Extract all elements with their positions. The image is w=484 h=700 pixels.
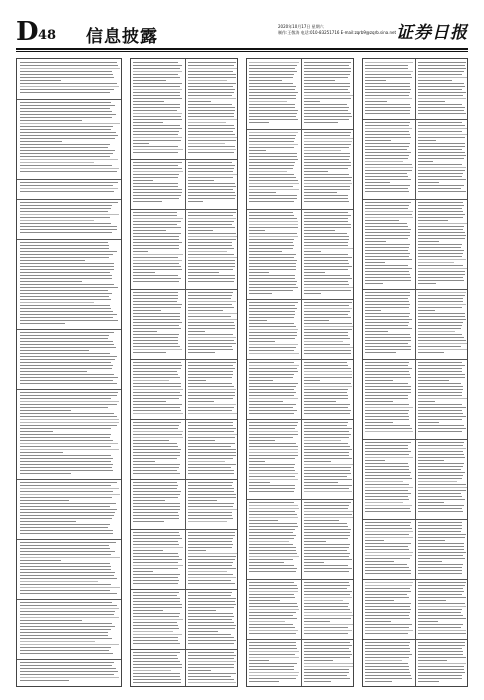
text-block <box>188 422 237 476</box>
text-block <box>188 592 237 646</box>
table-rule <box>363 639 467 640</box>
text-block <box>249 582 299 636</box>
text-block <box>304 502 353 574</box>
table-rule <box>131 289 237 290</box>
column-1 <box>16 58 122 687</box>
table-rule <box>247 579 353 580</box>
text-block <box>20 242 120 326</box>
text-block <box>133 62 183 155</box>
text-block <box>188 212 237 284</box>
column-2 <box>130 58 238 687</box>
table-rule <box>247 359 353 360</box>
text-block <box>20 182 120 194</box>
table-rule <box>247 639 353 640</box>
text-block <box>418 362 467 434</box>
text-block <box>249 212 299 296</box>
text-block <box>133 292 183 355</box>
table-rule <box>247 499 353 500</box>
table-rule <box>17 389 121 390</box>
table-rule <box>17 199 121 200</box>
table-rule <box>363 359 467 360</box>
page-body <box>16 58 468 687</box>
text-block <box>365 642 413 684</box>
text-block <box>188 362 237 416</box>
text-block <box>418 122 467 194</box>
table-rule <box>17 479 121 480</box>
table-rule <box>17 179 121 180</box>
text-block <box>20 602 120 656</box>
text-block <box>20 202 120 235</box>
text-block <box>418 522 467 576</box>
text-block <box>365 582 413 636</box>
text-block <box>133 162 183 204</box>
text-block <box>304 422 353 494</box>
text-block <box>249 642 299 684</box>
table-rule <box>17 239 121 240</box>
newspaper-logo: 证券日报 <box>396 23 468 43</box>
text-block <box>418 292 467 355</box>
table-rule <box>363 199 467 200</box>
date-line: 2020年10月17日 星期六 <box>278 24 324 29</box>
text-block <box>249 362 299 416</box>
table-rule <box>131 159 237 160</box>
text-block <box>304 642 353 684</box>
text-block <box>133 532 183 586</box>
table-rule <box>247 129 353 130</box>
table-rule <box>131 589 237 590</box>
masthead-info <box>278 24 398 36</box>
text-block <box>20 102 120 174</box>
table-divider <box>301 59 302 687</box>
text-block <box>20 332 120 386</box>
text-block <box>304 62 353 125</box>
text-block <box>365 522 413 576</box>
text-block <box>304 582 353 636</box>
text-block <box>133 212 183 284</box>
text-block <box>249 62 299 125</box>
text-block <box>188 482 237 524</box>
table-rule <box>131 209 237 210</box>
table-rule <box>131 359 237 360</box>
text-block <box>365 292 413 355</box>
text-block <box>188 292 237 355</box>
table-rule <box>363 119 467 120</box>
text-block <box>304 362 353 416</box>
column-3 <box>246 58 354 687</box>
masthead <box>16 18 468 46</box>
text-block <box>133 422 183 476</box>
text-block <box>304 302 353 356</box>
table-rule <box>363 519 467 520</box>
text-block <box>20 662 120 683</box>
table-rule <box>247 209 353 210</box>
table-rule <box>17 539 121 540</box>
text-block <box>188 162 237 204</box>
table-rule <box>363 579 467 580</box>
editor-line: 制作:王敬涛 电话:010-83251716 E-mail:zqrb9@zqrb.sina.net <box>278 30 397 35</box>
text-block <box>365 122 413 194</box>
text-block <box>20 542 120 596</box>
table-rule <box>17 659 121 660</box>
table-divider <box>185 59 186 687</box>
text-block <box>418 62 467 116</box>
table-rule <box>247 299 353 300</box>
text-block <box>20 392 120 476</box>
table-rule <box>247 419 353 420</box>
section-letter: D <box>16 17 39 47</box>
text-block <box>365 62 413 116</box>
column-4 <box>362 58 468 687</box>
text-block <box>249 502 299 574</box>
table-rule <box>131 419 237 420</box>
text-block <box>418 642 467 684</box>
text-block <box>133 362 183 416</box>
table-rule <box>363 439 467 440</box>
text-block <box>365 202 413 286</box>
text-block <box>249 422 299 494</box>
table-rule <box>131 479 237 480</box>
text-block <box>365 362 413 434</box>
masthead-rule <box>16 48 468 50</box>
text-block <box>20 62 120 95</box>
text-block <box>133 482 183 524</box>
text-block <box>249 302 299 356</box>
table-rule <box>131 649 237 650</box>
table-rule <box>17 99 121 100</box>
text-block <box>188 532 237 586</box>
table-rule <box>131 529 237 530</box>
section-title: 信息披露 <box>86 27 158 47</box>
text-block <box>304 212 353 296</box>
text-block <box>249 132 299 204</box>
table-divider <box>415 59 416 687</box>
table-rule <box>17 329 121 330</box>
table-rule <box>363 289 467 290</box>
text-block <box>418 442 467 514</box>
text-block <box>418 582 467 636</box>
text-block <box>418 202 467 286</box>
page-number: 48 <box>38 28 57 43</box>
masthead-rule-thin <box>16 51 468 52</box>
table-rule <box>17 599 121 600</box>
text-block <box>365 442 413 514</box>
text-block <box>20 482 120 536</box>
text-block <box>304 132 353 204</box>
text-block <box>188 652 237 685</box>
text-block <box>188 62 237 155</box>
text-block <box>133 592 183 646</box>
text-block <box>133 652 183 685</box>
